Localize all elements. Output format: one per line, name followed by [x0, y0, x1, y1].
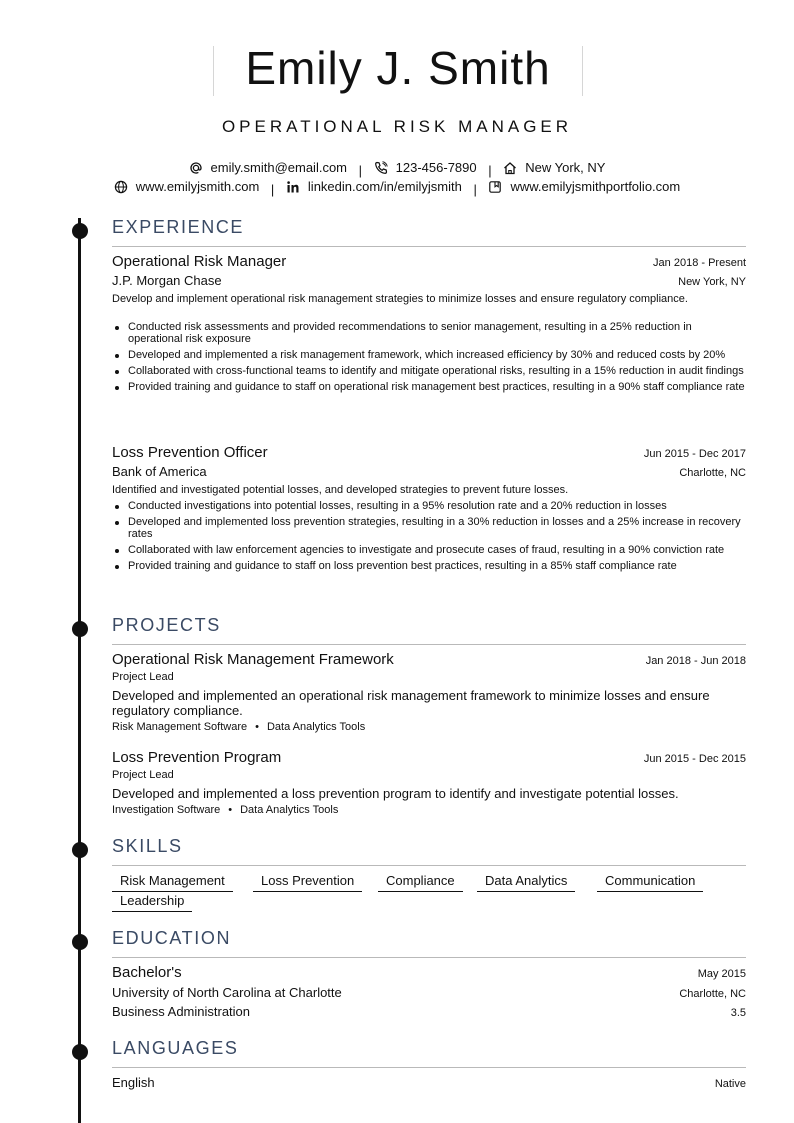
section-divider	[112, 957, 746, 958]
experience-dates: Jan 2018 - Present	[653, 257, 746, 269]
home-icon	[503, 161, 517, 175]
timeline-dot	[72, 1044, 88, 1060]
language-level: Native	[714, 1078, 746, 1090]
timeline-dot	[72, 223, 88, 239]
portfolio-contact[interactable]	[488, 179, 680, 195]
contact-separator: |	[358, 163, 363, 178]
section-divider	[112, 865, 746, 866]
tool-separator: •	[255, 721, 259, 733]
website-contact[interactable]	[114, 179, 260, 195]
skill-tag: Leadership	[112, 893, 192, 912]
timeline-dot	[72, 621, 88, 637]
experience-location: New York, NY	[678, 276, 746, 288]
education-date: May 2015	[697, 968, 746, 980]
phone-contact[interactable]	[374, 160, 477, 176]
experience-bullets	[112, 500, 746, 576]
education-gpa: 3.5	[730, 1007, 746, 1019]
experience-bullets	[112, 321, 746, 397]
experience-title-row	[112, 253, 746, 270]
experience-company: Bank of America	[112, 464, 207, 479]
candidate-name: Emily J. Smith	[245, 42, 551, 94]
project-dates: Jan 2018 - Jun 2018	[645, 655, 746, 667]
language-row	[112, 1075, 746, 1090]
list-item: Conducted risk assessments and provided recommendations to senior management, resulting in a 25% reduction in operational risk exposure	[112, 321, 746, 345]
project-name: Loss Prevention Program	[112, 749, 282, 766]
language-name: English	[112, 1075, 155, 1090]
portfolio-text: www.emilyjsmithportfolio.com	[510, 179, 681, 194]
section-divider	[112, 1067, 746, 1068]
education-degree-row	[112, 964, 746, 981]
project-tool: Data Analytics Tools	[240, 804, 339, 816]
email-text: emily.smith@email.com	[210, 160, 348, 175]
section-divider	[112, 246, 746, 247]
project-tool: Data Analytics Tools	[266, 721, 366, 733]
list-item: Developed and implemented a risk management framework, which increased efficiency by 30% and reduced costs by 20%	[112, 349, 746, 361]
project-role: Project Lead	[112, 769, 174, 781]
experience-company: J.P. Morgan Chase	[112, 273, 222, 288]
skill-tag: Compliance	[378, 873, 463, 892]
experience-company-row	[112, 464, 746, 479]
project-tools	[112, 721, 365, 733]
list-item: Developed and implemented loss prevention strategies, resulting in a 30% reduction in losses and a 25% increase in recovery rates	[112, 516, 746, 540]
website-text: www.emilyjsmith.com	[135, 179, 260, 194]
contact-row-1	[0, 160, 794, 179]
skills-heading: SKILLS	[112, 836, 183, 856]
linkedin-icon	[286, 180, 300, 194]
project-description: Developed and implemented a loss prevention program to identify and investigate potential losses.	[112, 786, 679, 801]
experience-dates: Jun 2015 - Dec 2017	[643, 448, 746, 460]
skill-tag: Data Analytics	[477, 873, 575, 892]
skill-tag: Loss Prevention	[253, 873, 362, 892]
portfolio-icon	[488, 180, 502, 194]
location-text: New York, NY	[525, 160, 606, 175]
project-tools	[112, 804, 338, 816]
education-field-row	[112, 1004, 746, 1019]
education-location: Charlotte, NC	[679, 988, 746, 1000]
experience-title-row	[112, 444, 746, 461]
experience-location: Charlotte, NC	[679, 467, 746, 479]
email-contact[interactable]	[189, 160, 347, 176]
phone-icon	[374, 161, 388, 175]
at-icon	[189, 161, 203, 175]
project-dates: Jun 2015 - Dec 2015	[643, 753, 746, 765]
linkedin-text: linkedin.com/in/emilyjsmith	[307, 179, 462, 194]
location-contact	[503, 160, 605, 176]
project-tool: Risk Management Software	[112, 721, 248, 733]
education-field: Business Administration	[112, 1004, 251, 1019]
project-tool: Investigation Software	[112, 804, 221, 816]
list-item: Collaborated with cross-functional teams to identify and mitigate operational risks, resulting in a 15% reduction in audit findings	[112, 365, 746, 377]
projects-heading: PROJECTS	[112, 615, 221, 635]
education-school-row	[112, 985, 746, 1000]
experience-role: Operational Risk Manager	[112, 253, 287, 270]
experience-summary: Identified and investigated potential losses, and developed strategies to prevent future losses.	[112, 484, 569, 496]
experience-role: Loss Prevention Officer	[112, 444, 268, 461]
section-divider	[112, 644, 746, 645]
linkedin-contact[interactable]	[286, 179, 462, 195]
languages-heading: LANGUAGES	[112, 1038, 239, 1058]
timeline-dot	[72, 842, 88, 858]
project-role: Project Lead	[112, 671, 174, 683]
project-title-row	[112, 651, 746, 668]
name-block	[213, 42, 583, 96]
experience-company-row	[112, 273, 746, 288]
skill-tag: Communication	[597, 873, 703, 892]
project-name: Operational Risk Management Framework	[112, 651, 394, 668]
tool-separator: •	[228, 804, 233, 816]
contact-separator: |	[473, 182, 477, 197]
timeline-dot	[72, 934, 88, 950]
experience-summary: Develop and implement operational risk management strategies to minimize losses and ensure regulatory compliance.	[112, 293, 688, 305]
contact-row-2	[0, 179, 794, 198]
timeline-line	[78, 218, 81, 1123]
education-degree: Bachelor's	[112, 964, 182, 981]
list-item: Collaborated with law enforcement agencies to investigate and prosecute cases of fraud, resulting in a 90% conviction rate	[112, 544, 746, 556]
contact-separator: |	[488, 163, 492, 178]
list-item: Conducted investigations into potential losses, resulting in a 95% resolution rate and a 20% reduction in losses	[112, 500, 746, 512]
project-title-row	[112, 749, 746, 766]
skill-tag: Risk Management	[112, 873, 233, 892]
education-heading: EDUCATION	[112, 928, 232, 948]
contact-separator: |	[270, 182, 275, 197]
list-item: Provided training and guidance to staff on loss prevention best practices, resulting in a 85% staff compliance rate	[112, 560, 746, 572]
education-school: University of North Carolina at Charlotte	[112, 985, 342, 1000]
experience-heading: EXPERIENCE	[112, 217, 245, 237]
job-title: OPERATIONAL RISK MANAGER	[221, 117, 573, 136]
project-description: Developed and implemented an operational risk management framework to minimize losses and ensure regulatory compliance.	[112, 688, 710, 718]
globe-icon	[114, 180, 128, 194]
phone-text: 123-456-7890	[395, 160, 477, 175]
list-item: Provided training and guidance to staff on operational risk management best practices, resulting in a 90% staff compliance rate	[112, 381, 746, 393]
